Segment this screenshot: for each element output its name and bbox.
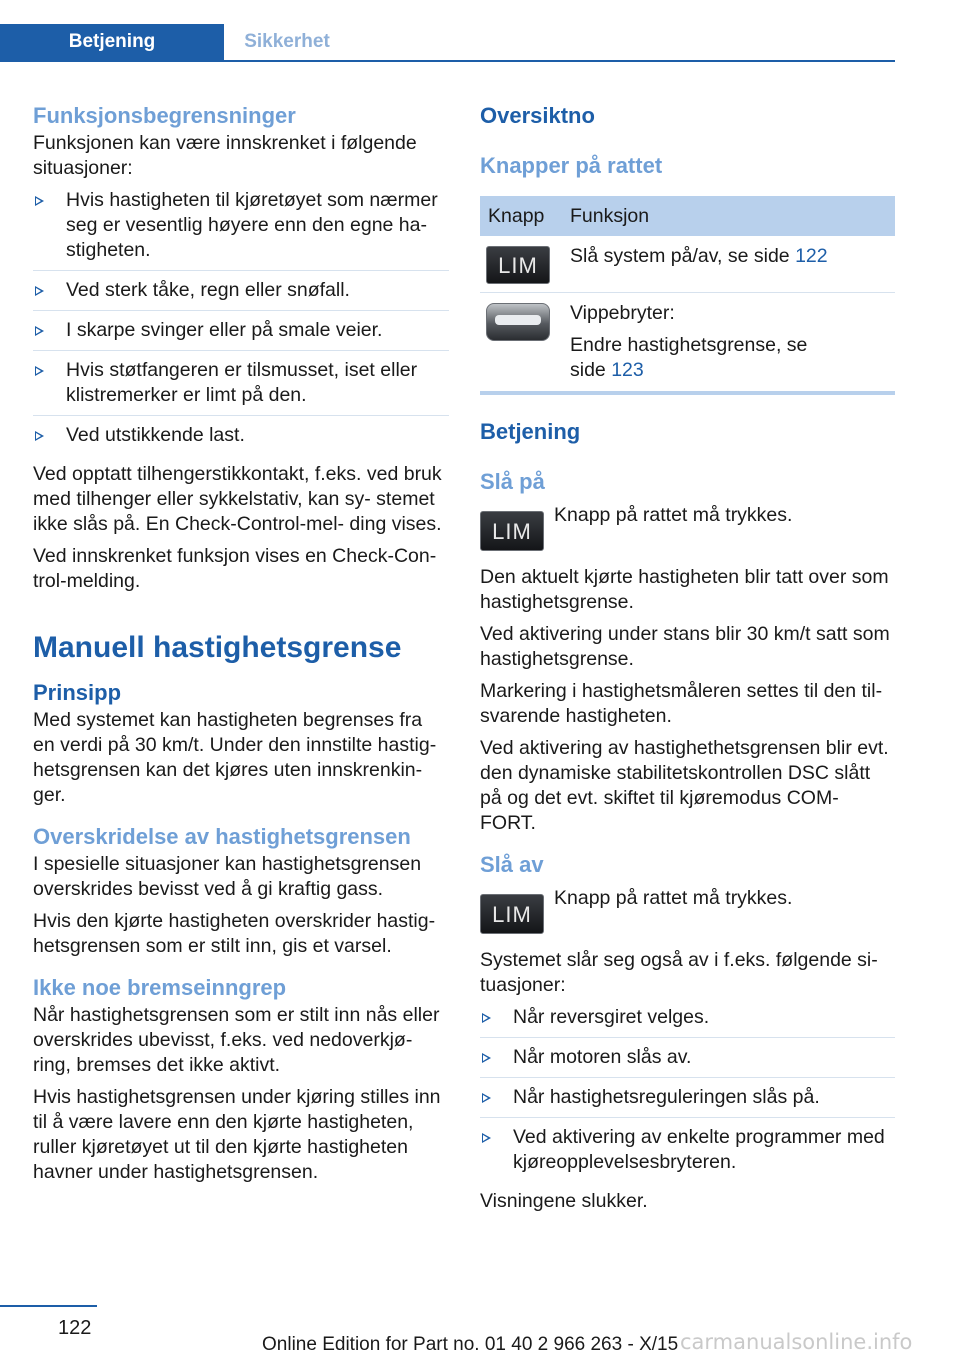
- paragraph: Hvis den kjørte hastigheten overskrider hastig‐ hetsgrensen som er stilt inn, gis et varsel.: [33, 910, 436, 957]
- section-title-betjening: Betjening: [480, 419, 581, 444]
- list-item: Når motoren slås av.: [480, 1045, 895, 1078]
- rocker-switch-icon: [486, 303, 550, 341]
- triangle-bullet-icon: [482, 1093, 491, 1103]
- triangle-bullet-icon: [35, 196, 44, 206]
- paragraph: Med systemet kan hastigheten begrenses fra en verdi på 30 km/t. Under den innstilte hastig‐ hetsgrensen kan det kjøres uten innskrenkin‐ ger.: [33, 709, 437, 806]
- page-number: 122: [58, 1317, 92, 1339]
- section-title-bremseinngrep: Ikke noe bremseinngrep: [33, 975, 287, 1000]
- paragraph: Funksjonen kan være innskrenket i følgende situasjoner:: [33, 132, 417, 179]
- tab-bar: [0, 24, 895, 62]
- page-title: Manuell hastighetsgrense: [33, 631, 402, 664]
- tab-betjening[interactable]: Betjening: [0, 24, 224, 60]
- triangle-bullet-icon: [482, 1133, 491, 1143]
- paragraph: Hvis hastighetsgrensen under kjøring stilles inn til å være lavere enn den kjørte hastigheten, ruller kjøretøyet ut til den kjørte hastigheten havner under hastighetsgrensen.: [33, 1086, 441, 1183]
- section-title-funksjonsbegrensninger: Funksjonsbegrensninger: [33, 103, 296, 128]
- section-title-prinsipp: Prinsipp: [33, 680, 122, 705]
- watermark: carmanualsonline.info: [680, 1330, 913, 1354]
- footer-rule: [0, 1305, 97, 1307]
- triangle-bullet-icon: [482, 1013, 491, 1023]
- section-title-overskridelse: Overskridelse av hastighetsgrensen: [33, 824, 411, 849]
- triangle-bullet-icon: [35, 431, 44, 441]
- lim-button-icon: LIM: [480, 511, 544, 551]
- paragraph: Når hastighetsgrensen som er stilt inn nås eller overskrides ubevisst, f.eks. ved nedoverkjø‐ ring, bremses det ikke aktivt.: [33, 1004, 440, 1076]
- paragraph: Visningene slukker.: [480, 1190, 648, 1212]
- switch-off-list: [480, 1005, 895, 1182]
- list-item: Ved utstikkende last.: [33, 423, 449, 455]
- paragraph: Ved aktivering under stans blir 30 km/t satt som hastighetsgrense.: [480, 623, 890, 670]
- list-item: Når reversgiret velges.: [480, 1005, 895, 1038]
- edition-note: Online Edition for Part no. 01 40 2 966 263 - X/15: [262, 1334, 679, 1355]
- page-link[interactable]: 123: [611, 359, 644, 381]
- list-item: Hvis støtfangeren er tilsmusset, iset eller klistremerker er limt på den.: [33, 358, 449, 416]
- triangle-bullet-icon: [35, 286, 44, 296]
- lim-button-icon: LIM: [480, 894, 544, 934]
- tab-sikkerhet[interactable]: Sikkerhet: [244, 31, 330, 52]
- column-header-knapp: Knapp: [480, 196, 566, 236]
- section-title-knapper: Knapper på rattet: [480, 153, 663, 178]
- list-item: Hvis hastigheten til kjøretøyet som nærmer seg er vesentlig høyere enn den egne ha‐ stigheten.: [33, 188, 449, 271]
- list-item: Ved aktivering av enkelte programmer med kjøreopplevelsesbryteren.: [480, 1125, 895, 1182]
- lim-button-icon: LIM: [486, 246, 550, 284]
- table-row: Vippebryter: Endre hastighetsgrense, se side 123: [480, 293, 895, 394]
- paragraph: Ved innskrenket funksjon vises en Check-Con‐ trol-melding.: [33, 545, 437, 592]
- lim-instruction-on: LIM Knapp på rattet må trykkes.: [480, 503, 895, 551]
- paragraph: Markering i hastighetsmåleren settes til den til‐ svarende hastigheten.: [480, 680, 883, 727]
- paragraph: Den aktuelt kjørte hastigheten blir tatt over som hastighetsgrense.: [480, 566, 889, 613]
- left-column: [33, 101, 449, 1192]
- list-item: Ved sterk tåke, regn eller snøfall.: [33, 278, 449, 311]
- list-item: Når hastighetsreguleringen slås på.: [480, 1085, 895, 1118]
- paragraph: Systemet slår seg også av i f.eks. følgende si‐ tuasjoner:: [480, 949, 878, 996]
- limitations-list: [33, 188, 449, 455]
- paragraph: I spesielle situasjoner kan hastighetsgrensen overskrides bevisst ved å gi kraftig gass.: [33, 853, 422, 900]
- table-header-row: [480, 196, 895, 236]
- right-column: [480, 101, 895, 1221]
- section-title-slaa-paa: Slå på: [480, 469, 545, 494]
- triangle-bullet-icon: [35, 326, 44, 336]
- list-item: I skarpe svinger eller på smale veier.: [33, 318, 449, 351]
- section-title-slaa-av: Slå av: [480, 852, 544, 877]
- buttons-table: [480, 196, 895, 395]
- page-link[interactable]: 122: [795, 245, 828, 267]
- section-title-oversikt: Oversiktno: [480, 103, 595, 128]
- table-row: LIM Slå system på/av, se side 122: [480, 236, 895, 293]
- column-header-funksjon: Funksjon: [566, 196, 895, 236]
- paragraph: Ved opptatt tilhengerstikkontakt, f.eks. ved bruk med tilhenger eller sykkelstativ, kan sy‐ stemet ikke slås på. En Check-Control-mel‐ ding vises.: [33, 463, 442, 535]
- triangle-bullet-icon: [482, 1053, 491, 1063]
- triangle-bullet-icon: [35, 366, 44, 376]
- paragraph: Ved aktivering av hastighethetsgrensen blir evt. den dynamiske stabilitetskontrollen DSC slått på og det evt. skiftet til kjøremodus COM‐ FORT.: [480, 737, 889, 834]
- lim-instruction-off: LIM Knapp på rattet må trykkes.: [480, 886, 895, 934]
